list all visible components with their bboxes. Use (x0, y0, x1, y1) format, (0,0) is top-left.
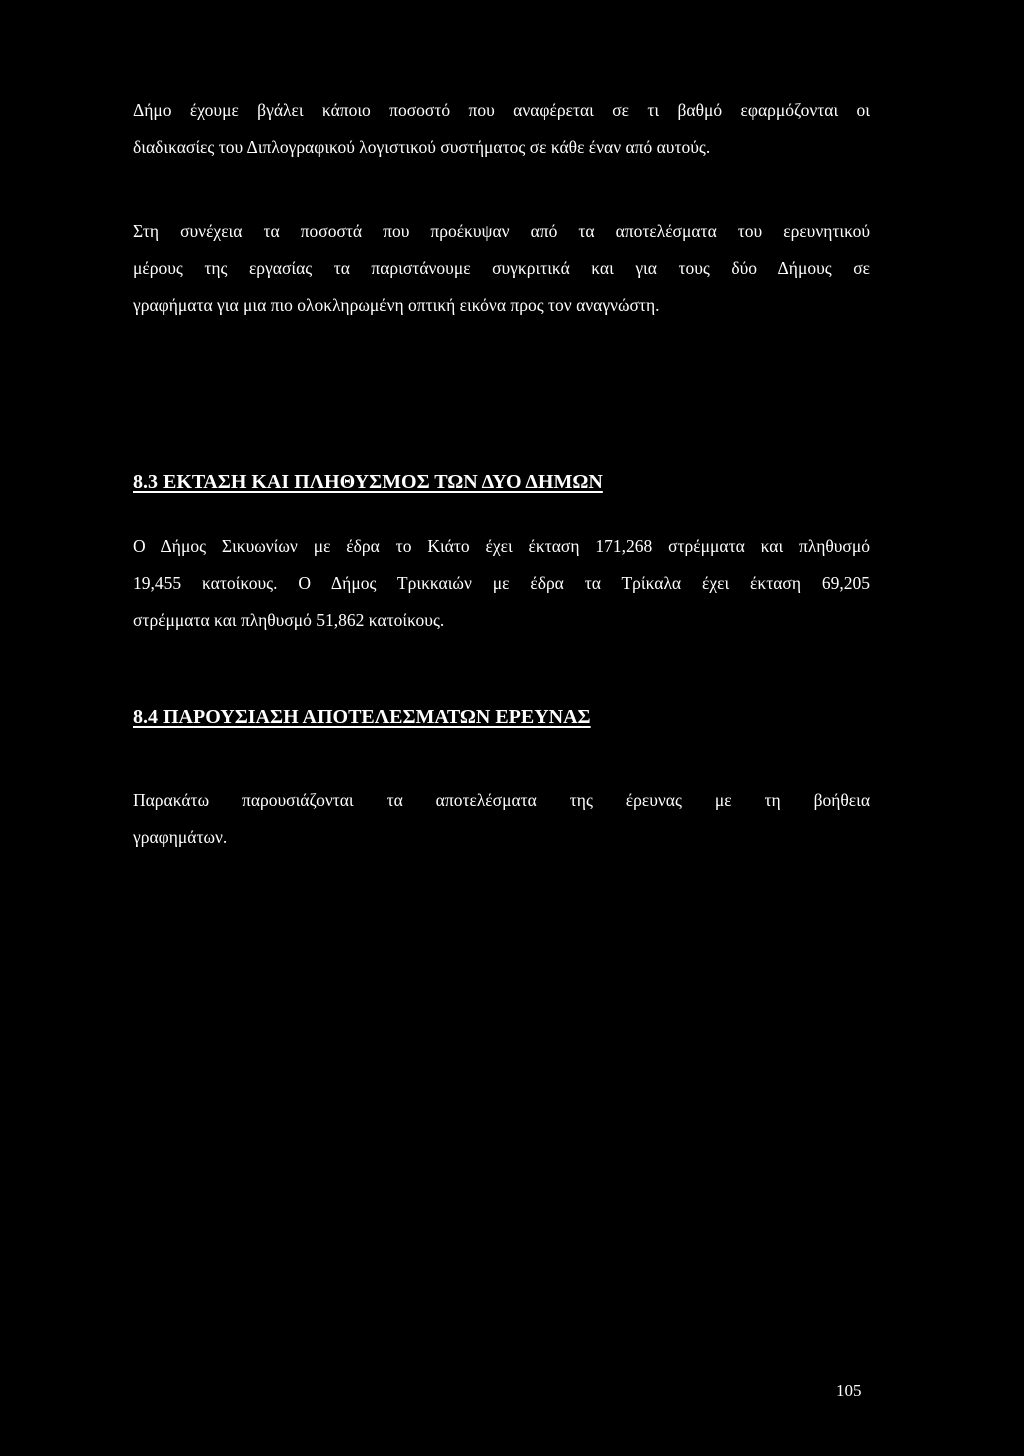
text-line: γραφήματα για μια πιο ολοκληρωμένη οπτική εικόνα προς τον αναγνώστη. (133, 295, 660, 315)
text-line: διαδικασίες του Διπλογραφικού λογιστικού συστήματος σε κάθε έναν από αυτούς. (133, 137, 711, 157)
text-line: Δήμο έχουμε βγάλει κάποιο ποσοστό που αναφέρεται σε τι βαθμό εφαρμόζονται οι (133, 100, 870, 120)
paragraph-results-intro (133, 782, 870, 856)
text-line: 19,455 κατοίκους. Ο Δήμος Τρικκαιών με έδρα τα Τρίκαλα έχει έκταση 69,205 (133, 573, 870, 593)
text-line: στρέμματα και πληθυσμό 51,862 κατοίκους. (133, 610, 445, 630)
text-line: Στη συνέχεια τα ποσοστά που προέκυψαν από τα αποτελέσματα του ερευνητικού (133, 221, 870, 241)
section-heading-8-4: 8.4 ΠΑΡΟΥΣΙΑΣΗ ΑΠΟΤΕΛΕΣΜΑΤΩΝ ΕΡΕΥΝΑΣ (133, 706, 591, 728)
section-heading-8-3: 8.3 ΕΚΤΑΣΗ ΚΑΙ ΠΛΗΘΥΣΜΟΣ ΤΩΝ ΔΥΟ ΔΗΜΩΝ (133, 471, 603, 493)
text-line: Ο Δήμος Σικυωνίων με έδρα το Κιάτο έχει έκταση 171,268 στρέμματα και πληθυσμό (133, 536, 870, 556)
text-line: Παρακάτω παρουσιάζονται τα αποτελέσματα της έρευνας με τη βοήθεια (133, 790, 870, 810)
text-line: μέρους της εργασίας τα παριστάνουμε συγκριτικά και για τους δύο Δήμους σε (133, 258, 870, 278)
paragraph-charts-intro (133, 213, 870, 324)
paragraph-area-population (133, 528, 870, 639)
page-number: 105 (836, 1381, 862, 1400)
text-line: γραφημάτων. (133, 827, 228, 847)
paragraph-methodology (133, 92, 870, 166)
